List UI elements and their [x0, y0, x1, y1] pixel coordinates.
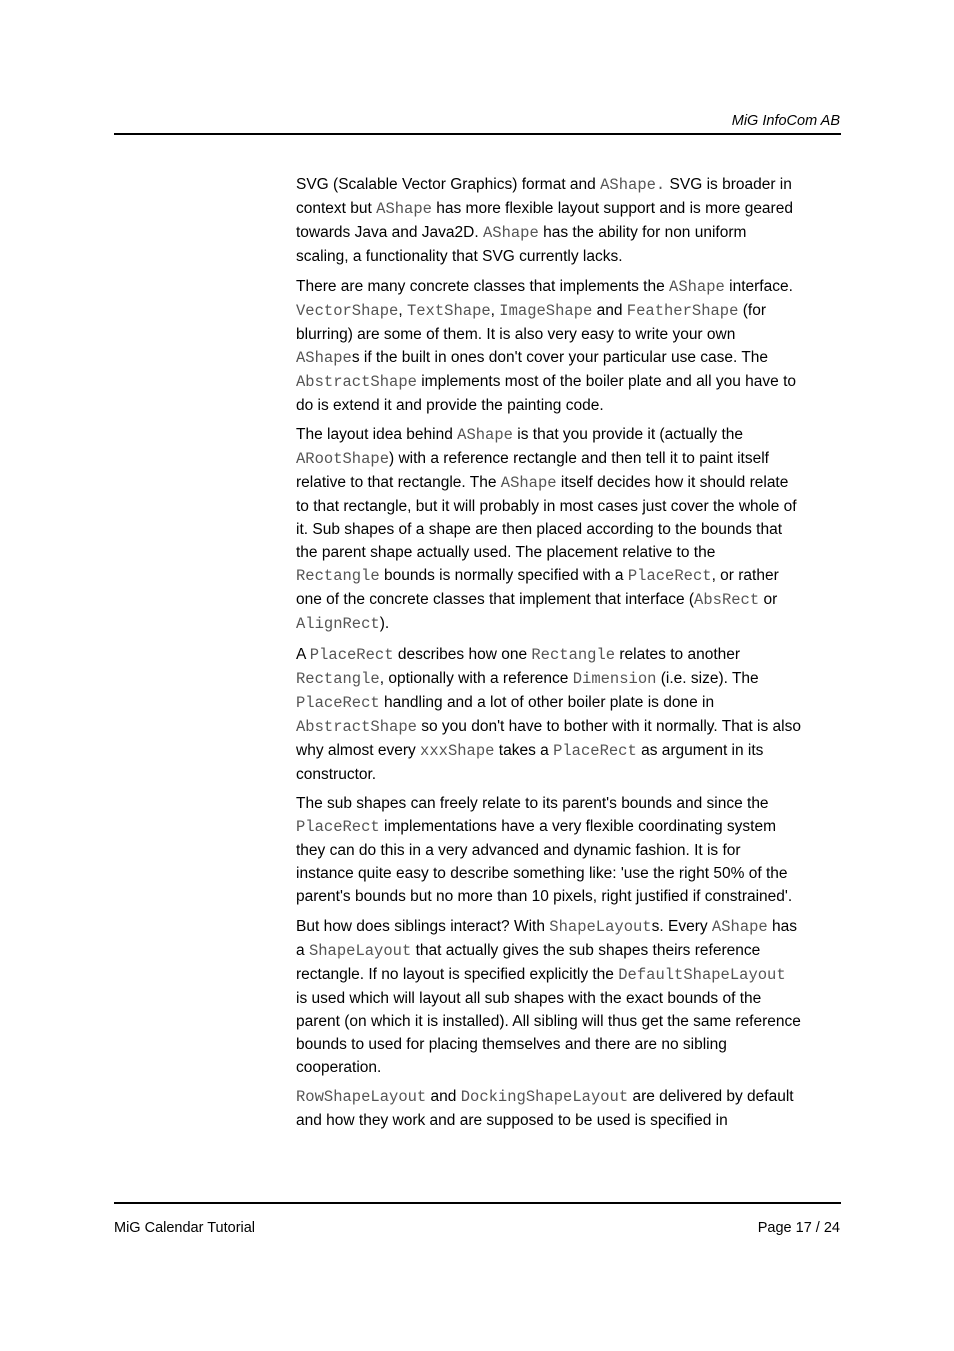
text-run: implementations have a very flexible coordinating system they can do this in a very advanced and dynamic fashion. It is for instance quite easy to describe something like: 'use the right 50% of the parent's bounds but no more than 10 pixels, right justified if constrained'. [296, 818, 793, 905]
text-run: , [398, 301, 407, 319]
code-term: AShape [711, 917, 768, 936]
text-run: has the ability for non uniform scaling, a functionality that SVG currently lacks. [296, 224, 747, 265]
code-term: AShape [376, 200, 432, 218]
code-term: AShape [457, 426, 513, 444]
text-run: (for blurring) are some of them. It is also very easy to write your own [296, 301, 766, 343]
text-run: s. Every [651, 917, 712, 935]
text-run: implements most of the boiler plate and all you have to do is extend it and provide the painting code. [296, 372, 797, 414]
code-term: PlaceRect [553, 741, 637, 760]
code-term: ShapeLayout [308, 941, 412, 960]
text-run: The layout idea behind [296, 426, 458, 443]
text-run: as argument in its constructor. [296, 741, 764, 783]
text-run: SVG (Scalable Vector Graphics) format and [296, 176, 601, 193]
footer-divider [114, 1202, 841, 1204]
text-run: are delivered by default and how they work and are supposed to be used is specified in [296, 1088, 794, 1129]
text-run: has a [296, 917, 798, 959]
text-run: ). [379, 615, 390, 632]
text-run: so you don't have to bother with it normally. That is also why almost every [296, 717, 801, 759]
text-run: relates to another [615, 645, 741, 663]
text-run: There are many concrete classes that implements the [296, 277, 670, 295]
text-run: But how does siblings interact? With [296, 917, 550, 935]
code-term: PlaceRect [627, 567, 712, 585]
code-term: AShape. [600, 176, 666, 194]
footer-page-number: Page 17 / 24 [757, 1220, 840, 1236]
code-term: ImageShape [499, 301, 593, 320]
text-run: and [592, 301, 627, 319]
code-term: ShapeLayout [549, 917, 652, 936]
text-run: , optionally with a reference [379, 669, 573, 687]
code-term: PlaceRect [296, 693, 380, 712]
text-run: s if the built in ones don't cover your particular use case. The [351, 348, 769, 366]
text-run: SVG is broader in context but [296, 176, 792, 217]
text-run: is that you provide it (actually the [512, 426, 744, 443]
header-divider [114, 133, 841, 135]
text-run: describes how one [393, 645, 532, 663]
paragraph [296, 423, 801, 636]
paragraph [296, 173, 801, 268]
code-term: Dimension [572, 669, 657, 688]
code-term: RowShapeLayout [296, 1088, 427, 1106]
code-term: FeatherShape [626, 301, 739, 320]
text-run: interface. [724, 277, 793, 295]
code-term: ARootShape [296, 450, 390, 468]
code-term: xxxShape [420, 741, 495, 760]
code-term: Rectangle [531, 645, 616, 664]
text-run: has more flexible layout support and is more geared towards Java and Java2D. [296, 200, 793, 241]
code-term: PlaceRect [296, 818, 380, 836]
text-run: , or rather one of the concrete classes that implement that interface ( [296, 567, 779, 608]
code-term: AbstractShape [296, 372, 417, 391]
text-run: handling and a lot of other boiler plate is done in [379, 693, 715, 711]
footer-document-title: MiG Calendar Tutorial [114, 1220, 256, 1236]
text-run: ) with a reference rectangle and then tell it to paint itself relative to that rectangle. The [296, 450, 769, 491]
text-run: , [490, 301, 500, 319]
code-term: AShape [669, 277, 725, 296]
code-term: AShape [500, 474, 557, 492]
code-term: AbstractShape [296, 717, 417, 736]
text-run: that actually gives the sub shapes theirs reference rectangle. If no layout is specified explicitly the [296, 941, 761, 983]
code-term: TextShape [406, 301, 491, 320]
text-run: The sub shapes can freely relate to its parent's bounds and since the [296, 795, 769, 812]
paragraph [296, 1085, 801, 1132]
code-term: AShape [482, 224, 539, 242]
code-term: AbsRect [694, 591, 760, 609]
code-term: AShape [296, 348, 352, 367]
code-term: DefaultShapeLayout [618, 965, 786, 984]
code-term: Rectangle [296, 567, 380, 585]
text-run: A [296, 645, 310, 663]
paragraph [296, 643, 801, 786]
code-term: Rectangle [296, 669, 380, 688]
text-run: and [426, 1088, 461, 1105]
paragraph [296, 915, 801, 1079]
text-run: or [759, 591, 778, 608]
text-run: itself decides how it should relate to that rectangle, but it will probably in most cases just cover the whole of it. Sub shapes of a shape are then placed according to the bounds that the parent shape actually used. The placement relative to the [296, 474, 797, 561]
code-term: DockingShapeLayout [460, 1088, 629, 1106]
header-company-name: MiG InfoCom AB [731, 113, 840, 129]
text-run: bounds is normally specified with a [379, 567, 628, 584]
text-run: is used which will layout all sub shapes with the exact bounds of the parent (on which it is installed). All sibling will thus get the same reference bounds to used for placing themselves and there are no sibling cooperation. [296, 989, 801, 1076]
code-term: PlaceRect [309, 645, 394, 664]
paragraph [296, 275, 801, 417]
code-term: AlignRect [296, 615, 380, 633]
code-term: VectorShape [296, 301, 399, 320]
page-body [296, 173, 801, 1139]
paragraph [296, 792, 801, 908]
text-run: (i.e. size). The [656, 669, 759, 687]
text-run: takes a [494, 741, 554, 759]
